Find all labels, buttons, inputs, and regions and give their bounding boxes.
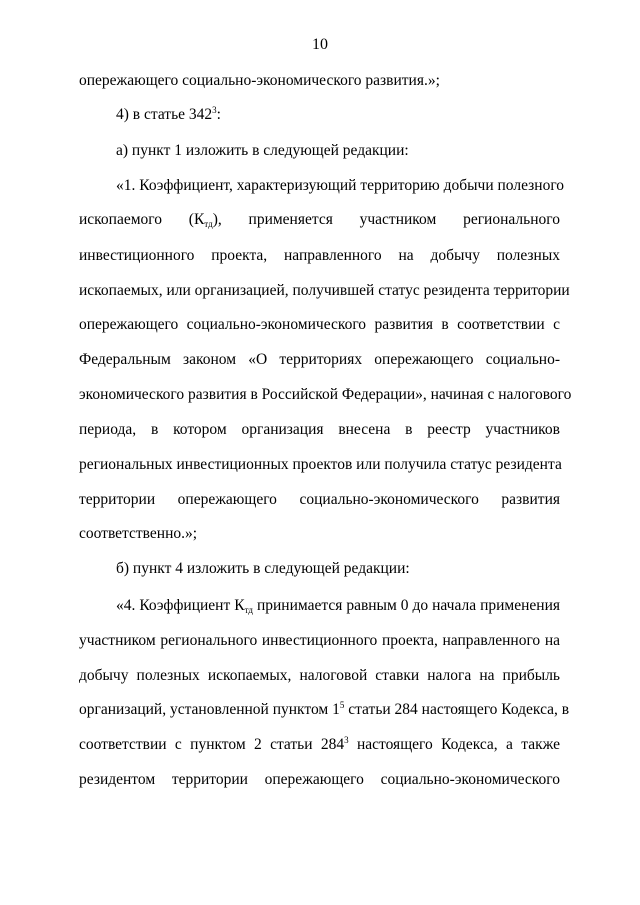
text-line-21: резидентом территории опережающего социально-экономического (79, 771, 560, 788)
text-line-9: Федеральным законом «О территориях опережающего социально- (79, 351, 560, 368)
text-line-8: опережающего социально-экономического развития в соответствии с (79, 316, 560, 333)
text-line-10: экономического развития в Российской Федерации», начиная с налогового (79, 386, 572, 403)
text-line-16: «4. Коэффициент $К_{тд}$ принимается равным 0 до начала применения (116, 597, 560, 615)
text-line-15: б) пункт 4 изложить в следующей редакции: (116, 560, 410, 577)
text-line-12: региональных инвестиционных проектов или получила статус резидента (79, 456, 562, 473)
text-line-13: территории опережающего социально-экономического развития (79, 491, 560, 508)
text-line-2: 4) в статье $342^3$: (116, 105, 221, 123)
text-line-17: участником регионального инвестиционного проекта, направленного на (79, 632, 560, 649)
text-line-11: периода, в котором организация внесена в реестр участников (79, 421, 560, 438)
text-line-4: «1. Коэффициент, характеризующий территорию добычи полезного (116, 177, 565, 194)
page-number: 10 (312, 36, 328, 53)
text-line-6: инвестиционного проекта, направленного на добычу полезных (79, 247, 560, 264)
text-line-3: а) пункт 1 изложить в следующей редакции: (116, 142, 409, 159)
text-line-19: организаций, установленной пунктом $1^5$ статьи 284 настоящего Кодекса, в (79, 700, 570, 718)
text-line-5: ископаемого $(К_{тд})$, применяется участником регионального (79, 211, 560, 229)
text-line-7: ископаемых, или организацией, получившей статус резидента территории (79, 282, 570, 299)
text-line-1: опережающего социально-экономического развития.»; (79, 72, 440, 89)
text-line-14: соответственно.»; (79, 525, 198, 542)
text-line-20: соответствии с пунктом 2 статьи $284^3$ настоящего Кодекса, а также (79, 735, 560, 753)
text-line-18: добычу полезных ископаемых, налоговой ставки налога на прибыль (79, 667, 560, 684)
